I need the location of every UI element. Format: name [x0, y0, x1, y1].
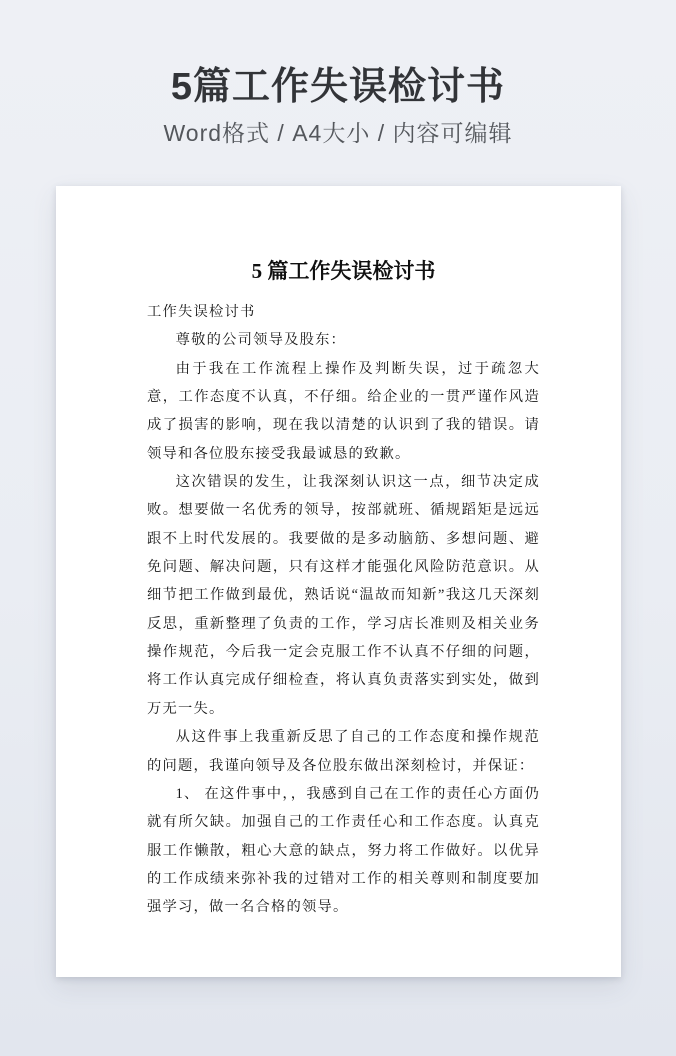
document-title: 5 篇工作失误检讨书	[251, 259, 436, 283]
document-paragraph: 从这件事上我重新反思了自己的工作态度和操作规范的问题，我谨向领导及各位股东做出深刻检讨，并保证：	[147, 729, 540, 774]
document-sheet	[56, 186, 621, 977]
document-body	[56, 186, 621, 922]
document-paragraph: 1、 在这件事中，，我感到自己在工作的责任心方面仍就有所欠缺。加强自己的工作责任心和工作态度。认真克服工作懒散，粗心大意的缺点，努力将工作做好。以优异的工作成绩来弥补我的过错对工作的相关尊则和制度要加强学习，做一名合格的领导。	[147, 785, 540, 916]
preview-title: 5篇工作失误检讨书	[170, 66, 506, 108]
preview-subtitle: Word格式 / A4大小 / 内容可编辑	[163, 120, 513, 146]
preview-header	[0, 0, 676, 146]
document-paragraph: 这次错误的发生，让我深刻认识这一点，细节决定成败。想要做一名优秀的领导，按部就班、循规蹈矩是远远跟不上时代发展的。我要做的是多动脑筋、多想问题、避免问题、解决问题，只有这样才能强化风险防范意识。从细节把工作做到最优，熟话说“温故而知新”我这几天深刻反思，重新整理了负责的工作，学习店长准则及相关业务操作规范，今后我一定会克服工作不认真不仔细的问题，将工作认真完成仔细检查，将认真负责落实到实处，做到万无一失。	[147, 474, 540, 717]
document-paragraph: 尊敬的公司领导及股东：	[175, 332, 347, 349]
document-paragraph: 工作失误检讨书	[147, 304, 256, 320]
document-paragraph: 由于我在工作流程上操作及判断失误，过于疏忽大意，工作态度不认真，不仔细。给企业的一贯严谨作风造成了损害的影响，现在我以清楚的认识到了我的错误。请领导和各位股东接受我最诚恳的致歉。	[147, 360, 540, 462]
document-paragraphs	[147, 298, 540, 922]
